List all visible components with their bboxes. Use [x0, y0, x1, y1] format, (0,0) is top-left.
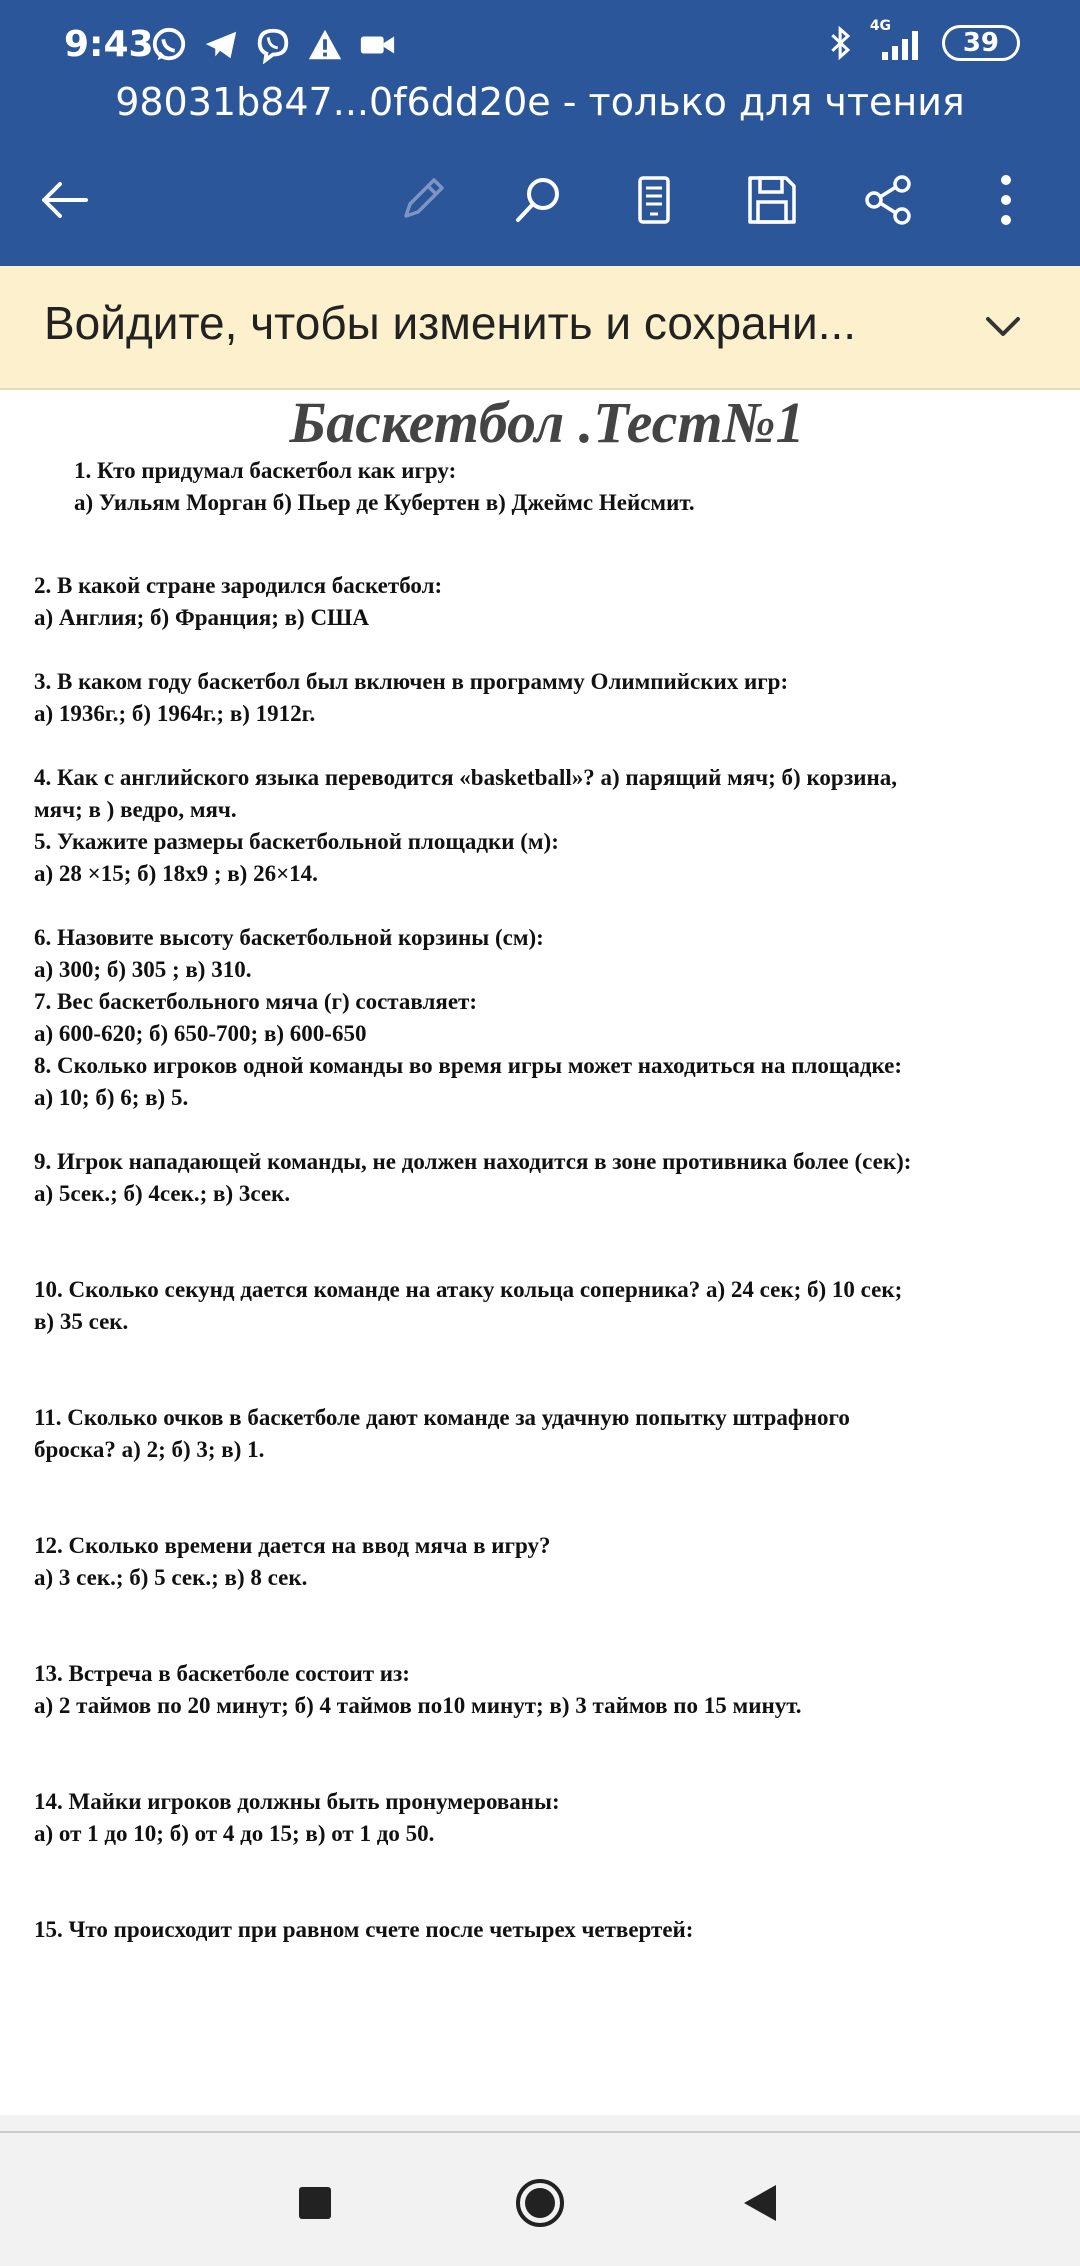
question-line: 11. Сколько очков в баскетболе дают команде за удачную попытку штрафного — [34, 1405, 850, 1430]
question-line: 7. Вес баскетбольного мяча (г) составляет: — [34, 989, 477, 1014]
back-nav-icon[interactable] — [730, 2173, 790, 2233]
question-line: 13. Встреча в баскетболе состоит из: — [34, 1661, 410, 1686]
bluetooth-icon — [828, 24, 854, 62]
save-icon — [742, 170, 802, 230]
video-camera-icon — [358, 26, 396, 64]
system-status — [828, 18, 1020, 62]
telegram-icon — [202, 26, 240, 64]
question-line: 6. Назовите высоту баскетбольной корзины (см): — [34, 925, 544, 950]
document-title: 98031b847...0f6dd20e - только для чтения — [115, 80, 965, 124]
question-line: 15. Что происходит при равном счете после четырех четвертей: — [34, 1917, 694, 1942]
signal-icon — [868, 18, 928, 62]
reading-view-icon — [624, 170, 684, 230]
battery-indicator: 39 — [942, 25, 1020, 61]
answer-line: а) 2 таймов по 20 минут; б) 4 таймов по10 минут; в) 3 таймов по 15 минут. — [34, 1693, 802, 1718]
answer-line: а) 300; б) 305 ; в) 310. — [34, 957, 252, 982]
search-icon — [508, 170, 568, 230]
sign-in-banner[interactable] — [0, 266, 1080, 390]
answer-line: броска? а) 2; б) 3; в) 1. — [34, 1437, 265, 1462]
question-line: 10. Сколько секунд дается команде на атаку кольца соперника? а) 24 сек; б) 10 сек; — [34, 1277, 903, 1302]
answer-line: а) 28 ×15; б) 18х9 ; в) 26×14. — [34, 861, 318, 886]
more-vertical-icon — [976, 170, 1036, 230]
recents-icon[interactable] — [285, 2173, 345, 2233]
network-type: 4G — [869, 18, 892, 34]
reading-view-button[interactable] — [614, 160, 694, 240]
status-bar — [0, 0, 1080, 90]
answer-line: а) 1936г.; б) 1964г.; в) 1912г. — [34, 701, 316, 726]
answer-line: а) 10; б) 6; в) 5. — [34, 1085, 189, 1110]
edit-button[interactable] — [382, 160, 462, 240]
notification-icons — [150, 26, 396, 64]
banner-text: Войдите, чтобы изменить и сохрани... — [44, 297, 857, 349]
back-button[interactable] — [24, 160, 104, 240]
question-line: 12. Сколько времени дается на ввод мяча в игру? — [34, 1533, 551, 1558]
question-line: 2. В какой стране зародился баскетбол: — [34, 573, 443, 598]
answer-line: а) 600-620; б) 650-700; в) 600-650 — [34, 1021, 367, 1046]
question-line: 3. В каком году баскетбол был включен в программу Олимпийских игр: — [34, 669, 789, 694]
viber-icon — [254, 26, 292, 64]
search-button[interactable] — [498, 160, 578, 240]
toolbar — [0, 160, 1080, 240]
app-bar — [0, 0, 1080, 266]
answer-line: а) Англия; б) Франция; в) США — [34, 605, 369, 630]
question-line: 5. Укажите размеры баскетбольной площадки (м): — [34, 829, 559, 854]
answer-line: а) 5сек.; б) 4сек.; в) 3сек. — [34, 1181, 291, 1206]
status-time: 9:43 — [64, 24, 154, 65]
chevron-down-icon[interactable] — [978, 302, 1028, 352]
home-icon[interactable] — [510, 2173, 570, 2233]
pencil-icon — [392, 170, 452, 230]
share-button[interactable] — [848, 160, 928, 240]
answer-line: мяч; в ) ведро, мяч. — [34, 797, 237, 822]
save-button[interactable] — [732, 160, 812, 240]
answer-line: а) 3 сек.; б) 5 сек.; в) 8 сек. — [34, 1565, 308, 1590]
question-line: 14. Майки игроков должны быть пронумерованы: — [34, 1789, 560, 1814]
more-button[interactable] — [966, 160, 1046, 240]
question-line: 4. Как с английского языка переводится «basketball»? а) парящий мяч; б) корзина, — [34, 765, 897, 790]
question-line: 1. Кто придумал баскетбол как игру: — [74, 458, 457, 483]
warning-icon — [306, 26, 344, 64]
question-line: 8. Сколько игроков одной команды во время игры может находиться на площадке: — [34, 1053, 903, 1078]
share-icon — [858, 170, 918, 230]
arrow-left-icon — [34, 170, 94, 230]
answer-line: в) 35 сек. — [34, 1309, 129, 1334]
answer-line: а) от 1 до 10; б) от 4 до 15; в) от 1 до 50. — [34, 1821, 435, 1846]
navigation-bar — [0, 2131, 1080, 2266]
question-line: 9. Игрок нападающей команды, не должен находится в зоне противника более (сек): — [34, 1149, 912, 1174]
whatsapp-icon — [150, 26, 188, 64]
document-heading: Баскетбол .Тест№1 — [289, 390, 805, 455]
answer-line: а) Уильям Морган б) Пьер де Кубертен в) Джеймс Нейсмит. — [74, 490, 695, 515]
document-page[interactable] — [0, 390, 1080, 2115]
